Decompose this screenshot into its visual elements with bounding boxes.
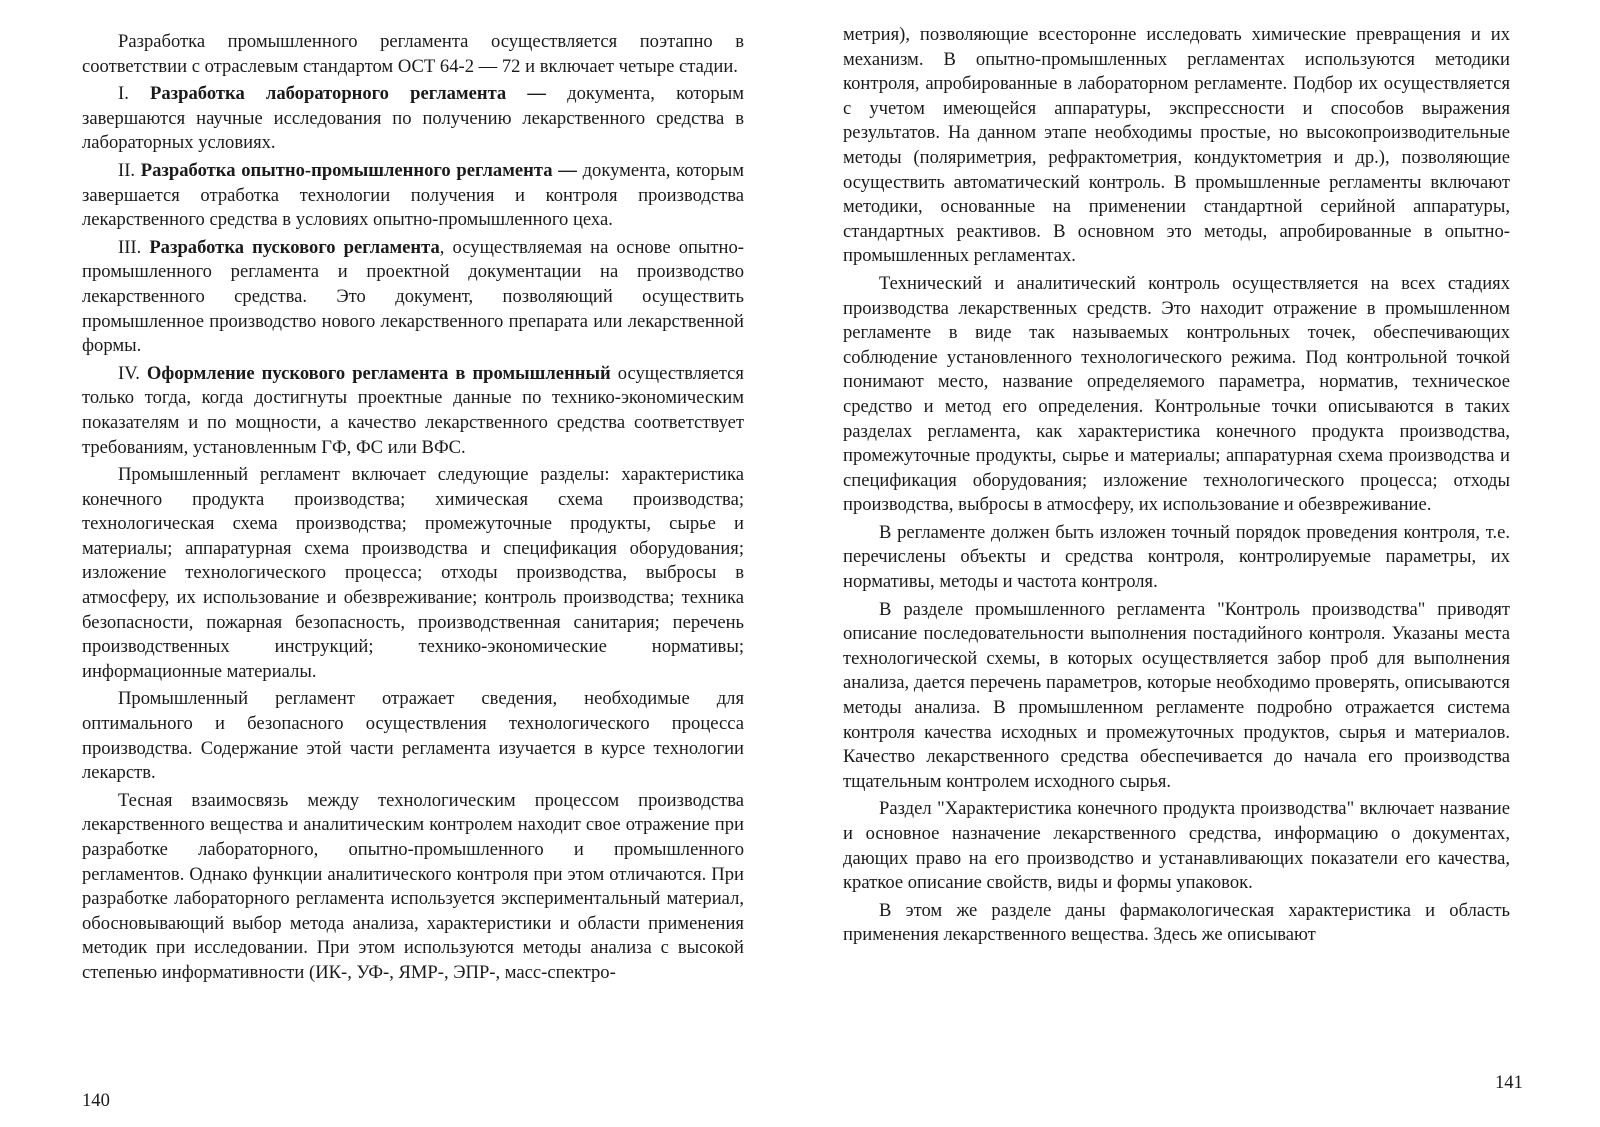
paragraph xyxy=(843,899,1510,948)
stage-title: Оформление пускового регламента в промышленный xyxy=(146,362,611,384)
paragraph-text: Тесная взаимосвязь между технологическим процессом производства лекарственного вещества и аналитическим контролем находит свое отражение при разработке лабораторного, опытно-промышленного и промышленного регламентов. Однако функции аналитического контроля при этом отличаются. При разработке лабораторного регламента используется экспериментальный материал, обосновывающий выбор метода анализа, характеристики и области применения методик при исследовании. При этом используются методы анализа с высокой степенью информативности (ИК-, УФ-, ЯМР-, ЭПР-, масс-спектро- xyxy=(82,789,744,983)
paragraph-text: В разделе промышленного регламента "Контроль производства" приводят описание последовательности выполнения постадийного контроля. Указаны места технологической схемы, в которых осуществляется забор проб для выполнения анализа, дается перечень параметров, которые необходимо проверять, описываются методы анализа. В промышленном регламенте подробно отражается система контроля качества исходных и промежуточных продуктов, сырья и материалов. Качество лекарственного средства обеспечивается до начала его производства тщательным контролем исходного сырья. xyxy=(843,598,1510,792)
paragraph-text: , осуществляемая на основе опытно-промышленного регламента и проектной документации на производство лекарственного средства. Это документ, позволяющий осуществить промышленное производство нового лекарственного препарата или лекарственной формы. xyxy=(82,236,744,357)
right-page xyxy=(843,23,1510,951)
paragraph xyxy=(82,159,744,233)
page-number-left: 140 xyxy=(82,1090,110,1111)
stage-title: Разработка пускового регламента xyxy=(149,236,440,258)
paragraph xyxy=(82,789,744,986)
paragraph-text: документа, которым завершаются научные исследования по получению лекарственного средства в лабораторных условиях. xyxy=(82,83,744,154)
stage-title: Разработка опытно-промышленного регламента — xyxy=(140,159,577,181)
paragraph xyxy=(82,82,744,156)
paragraph-text: осуществляется только тогда, когда достигнуты проектные данные по технико-экономическим показателям и по мощности, а качество лекарственного средства соответствует требованиям, установленным ГФ, ФС или ВФС. xyxy=(82,362,744,458)
paragraph xyxy=(82,463,744,684)
paragraph-text: Раздел "Характеристика конечного продукта производства" включает название и основное назначение лекарственного средства, информацию о документах, дающих право на его производство и устанавливающих показатели его качества, краткое описание свойств, виды и формы упаковок. xyxy=(843,798,1510,894)
paragraph xyxy=(843,23,1510,269)
paragraph xyxy=(843,521,1510,595)
paragraph xyxy=(82,687,744,785)
page-number-right: 141 xyxy=(1495,1072,1523,1093)
paragraph-text: Промышленный регламент отражает сведения, необходимые для оптимального и безопасного осуществления технологического процесса производства. Содержание этой части регламента изучается в курсе технологии лекарств. xyxy=(82,688,744,784)
paragraph xyxy=(843,598,1510,795)
stage-number: IV. xyxy=(118,362,147,384)
paragraph xyxy=(82,362,744,460)
paragraph-text: В этом же разделе даны фармакологическая характеристика и область применения лекарственного вещества. Здесь же описывают xyxy=(843,899,1510,946)
paragraph-text: метрия), позволяющие всесторонне исследовать химические превращения и их механизм. В опытно-промышленных регламентах используются методики контроля, апробированные в лабораторном регламенте. Подбор их осуществляется с учетом имеющейся аппаратуры, экспрессности и способов выражения результатов. На данном этапе необходимы простые, но высокопроизводительные методы (поляриметрия, рефрактометрия, кондуктометрия и др.), позволяющие осуществить автоматический контроль. В промышленные регламенты включают методики, основанные на применении стандартной серийной аппаратуры, стандартных реактивов. В основном это методы, апробированные в опытно-промышленных регламентах. xyxy=(843,24,1510,267)
paragraph-text: Технический и аналитический контроль осуществляется на всех стадиях производства лекарственных средств. Это находит отражение в промышленном регламенте в виде так называемых контрольных точек, обеспечивающих соблюдение установленного технологического режима. Под контрольной точкой понимают место, название определяемого параметра, норматив, техническое средство и метод его определения. Контрольные точки описываются в таких разделах регламента, как характеристика конечного продукта производства, промежуточные продукты, сырье и материалы; аппаратурная схема производства и спецификация оборудования; изложение технологического процесса; отходы производства, выбросы в атмосферу, их использование и обезвреживание. xyxy=(843,272,1510,516)
stage-number: II. xyxy=(118,159,141,181)
paragraph xyxy=(843,797,1510,895)
paragraph xyxy=(843,272,1510,518)
stage-number: III. xyxy=(118,236,150,258)
paragraph xyxy=(82,30,744,79)
paragraph xyxy=(82,236,744,359)
paragraph-text: Разработка промышленного регламента осуществляется поэтапно в соответствии с отраслевым стандартом ОСТ 64-2 — 72 и включает четыре стадии. xyxy=(82,31,744,77)
paragraph-text: В регламенте должен быть изложен точный порядок проведения контроля, т.е. перечислены объекты и средства контроля, контролируемые параметры, их нормативы, методы и частота контроля. xyxy=(843,521,1510,593)
stage-number: I. xyxy=(118,83,151,105)
stage-title: Разработка лабораторного регламента — xyxy=(150,83,546,105)
left-page xyxy=(82,30,744,989)
paragraph-text: Промышленный регламент включает следующие разделы: характеристика конечного продукта производства; химическая схема производства; технологическая схема производства; промежуточные продукты, сырье и материалы; аппаратурная схема производства и спецификация оборудования; изложение технологического процесса; отходы производства, выбросы в атмосферу, их использование и обезвреживание; контроль производства; техника безопасности, пожарная безопасность, производственная санитария; перечень производственных инструкций; технико-экономические нормативы; информационные материалы. xyxy=(82,464,744,682)
paragraph-text: документа, которым завершается отработка технологии получения и контроля производства лекарственного средства в условиях опытно-промышленного цеха. xyxy=(82,159,744,231)
